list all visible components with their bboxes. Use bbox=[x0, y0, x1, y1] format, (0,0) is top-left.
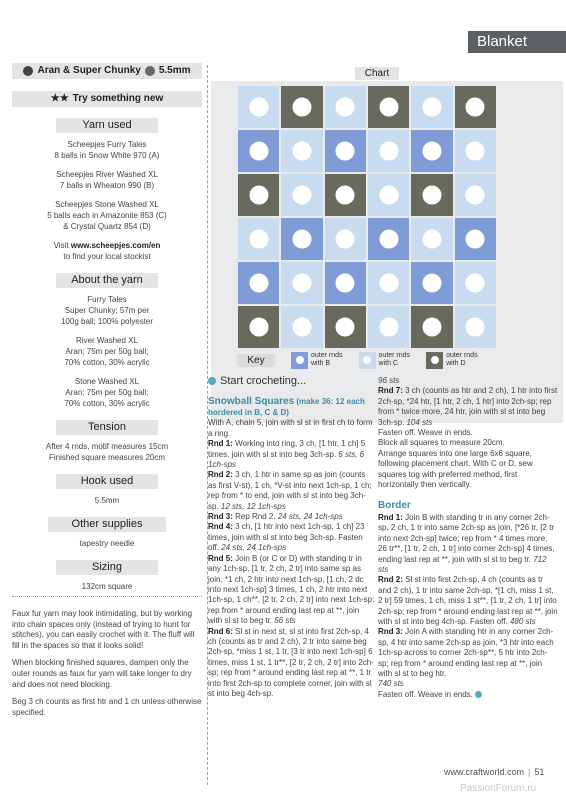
rnd-2: Rnd 2: 3 ch, 1 htr in same sp as join (counts as first V-st), 1 ch, *V-st into next 1ch-sp, 1 ch; rep from * to end, join with sl st into beg 3ch-sp. 12 sts, 12 1ch-sps bbox=[208, 470, 372, 511]
hook-icon bbox=[145, 66, 155, 76]
hook-used-heading: Hook used bbox=[56, 474, 158, 489]
yarn-weight: Aran & Super Chunky bbox=[37, 65, 141, 76]
chart-square bbox=[325, 262, 366, 304]
chart-square bbox=[238, 130, 279, 172]
rnd-7: Rnd 7: 3 ch (counts as htr and 2 ch), 1 htr into first 2ch-sp, *24 htr, [1 htr, 2 ch, 1 htr] into 2ch-sp; rep from * twice more, 24 htr, join with sl st into beg 3ch-sp. 104 sts bbox=[378, 386, 558, 427]
hook-size: 5.5mm bbox=[158, 65, 191, 76]
snowball-centre bbox=[422, 318, 441, 337]
stockist-note: Visit www.scheepjes.com/en to find your local stockist bbox=[53, 241, 161, 261]
yarn-spec: Furry Tales Super Chunky; 57m per 100g ball; 100% polyester bbox=[60, 295, 154, 326]
watermark: PassionForum.ru bbox=[460, 783, 537, 794]
chart-square bbox=[455, 174, 496, 216]
snowball-centre bbox=[249, 142, 268, 161]
rnd-5: Rnd 5: Join B (or C or D) with standing tr in any 1ch-sp, [1 tr, 2 ch, 2 tr] into same sp as join, *1 ch, 2 htr into next 1ch-sp, [1 ch, 2 dc into next 1ch-sp] 3 times, 1 ch, 2 htr into next 1ch-sp, 1 ch**, [2 tr, 2 ch, 2 tr] into next 1ch-sp; rep from * around ending last rep at **, join with sl st to beg tr. 56 sts bbox=[208, 553, 375, 626]
border-rnd-1: Rnd 1: Join B with standing tr in any corner 2ch-sp, 2 ch, 1 tr into same 2ch-sp as join, [*26 tr, [2 tr into next 2ch-sp] twice; rep from * 4 times more, 26 tr**, [1 tr, 2 ch, 1 tr] into corner 2ch-sp] 4 times, ending last rep at **, join with sl st to beg tr. 712 sts bbox=[378, 512, 555, 574]
snowball-centre bbox=[379, 274, 398, 293]
chart-square bbox=[325, 86, 366, 128]
notes bbox=[12, 609, 202, 718]
yarn-ball-icon bbox=[23, 66, 33, 76]
chart-panel bbox=[211, 81, 563, 423]
yarn-spec: River Washed XL Aran; 75m per 50g ball; 70% cotton, 30% acrylic bbox=[64, 336, 150, 367]
chart-square bbox=[281, 130, 322, 172]
key-swatch bbox=[359, 352, 376, 369]
chart-key bbox=[237, 351, 499, 369]
snowball-centre bbox=[292, 142, 311, 161]
yarn-item: Scheepjes River Washed XL 7 balls in Wheaton 990 (B) bbox=[56, 170, 158, 190]
snowball-centre bbox=[379, 318, 398, 337]
bullet-dot-icon bbox=[208, 377, 216, 385]
finishing-step: Block all squares to measure 20cm. bbox=[378, 438, 505, 448]
hook-used-value: 5.5mm bbox=[94, 496, 120, 505]
sizing-heading: Sizing bbox=[56, 560, 158, 575]
yarn-item: Scheepjes Furry Tales 8 balls in Snow White 970 (A) bbox=[54, 140, 160, 160]
chart-square bbox=[238, 262, 279, 304]
snowball-centre bbox=[249, 186, 268, 205]
chart-square bbox=[238, 218, 279, 260]
chart-square bbox=[368, 86, 409, 128]
key-label: Key bbox=[237, 354, 275, 367]
snowball-centre bbox=[379, 186, 398, 205]
snowball-centre bbox=[336, 186, 355, 205]
chart-square bbox=[411, 218, 452, 260]
chart-square bbox=[368, 174, 409, 216]
snowball-centre bbox=[249, 274, 268, 293]
chart-square bbox=[325, 130, 366, 172]
snowball-heading: Snowball Squares (make 36: 12 each bordered in B, C & D) bbox=[208, 396, 365, 418]
chart-label: Chart bbox=[355, 67, 399, 80]
sizing-value: 132cm square bbox=[81, 582, 133, 591]
border-rnd-3: Rnd 3: Join A with standing htr in any corner 2ch-sp, 4 htr into same 2ch-sp as join, *3 htr into each 1ch-sp across to corner 2ch-sp**, 5 htr into 2ch-sp; rep from * around ending last rep at **, join with sl st to beg htr. bbox=[378, 627, 554, 678]
stockist-link[interactable]: www.scheepjes.com/en bbox=[70, 241, 161, 250]
snowball-centre bbox=[466, 230, 485, 249]
snowball-centre bbox=[379, 142, 398, 161]
chart-square bbox=[411, 130, 452, 172]
snowball-intro: With A, chain 5, join with sl st in first ch to form a ring. bbox=[208, 418, 373, 438]
chart-square bbox=[368, 218, 409, 260]
level-bar bbox=[12, 91, 202, 107]
chart-square bbox=[238, 174, 279, 216]
chart-square bbox=[411, 306, 452, 348]
snowball-centre bbox=[422, 186, 441, 205]
border-rnd-2: Rnd 2: Sl st into first 2ch-sp, 4 ch (counts as tr and 2 ch), 1 tr into same 2ch-sp, *[1 ch, miss 1 st, 2 tr] 59 times, 1 ch, miss 1 st**, [1 tr, 2 ch, 1 tr] into 2ch-sp; rep from * around ending last rep at **, join with sl st into beg 4ch-sp. Fasten off. 480 sts bbox=[378, 575, 558, 626]
snowball-centre bbox=[466, 142, 485, 161]
chart-square bbox=[281, 218, 322, 260]
snowball-centre bbox=[249, 230, 268, 249]
snowball-centre bbox=[466, 274, 485, 293]
page-title: Blanket bbox=[468, 31, 566, 53]
footer-site[interactable]: www.craftworld.com bbox=[444, 767, 525, 777]
other-supplies-heading: Other supplies bbox=[48, 517, 166, 532]
snowball-centre bbox=[292, 318, 311, 337]
snowball-centre bbox=[336, 98, 355, 117]
key-item: outer rnds with B bbox=[291, 352, 343, 369]
yarn-used-heading: Yarn used bbox=[56, 118, 158, 133]
rnd-6: Rnd 6: Sl st in next st, sl st into first 2ch-sp, 4 ch (counts as tr and 2 ch), 2 tr into same beg 2ch-sp, *miss 1 st, 1 tr, [3 tr into next 1ch-sp] 6 times, miss 1 st, 1 tr**, [2 tr, 2 ch, 2 tr] into 2ch-sp; rep from * around ending last rep at **, 1 tr into first 2ch-sp to complete corner, join with sl st into beg 4ch-sp. bbox=[208, 626, 374, 698]
about-yarn-heading: About the yarn bbox=[56, 273, 158, 288]
snowball-centre bbox=[336, 274, 355, 293]
tension-heading: Tension bbox=[56, 420, 158, 435]
snowball-centre bbox=[422, 98, 441, 117]
yarn-item: Scheepjes Stone Washed XL 5 balls each in Amazonite 853 (C) & Crystal Quartz 854 (D) bbox=[47, 200, 167, 231]
note-paragraph: When blocking finished squares, dampen only the outer rounds as faux fur yarn will take longer to dry and does not need blocking. bbox=[12, 658, 192, 689]
snowball-centre bbox=[292, 98, 311, 117]
chart-square bbox=[411, 86, 452, 128]
snowball-centre bbox=[336, 230, 355, 249]
key-item: outer rnds with D bbox=[426, 352, 478, 369]
end-mark-icon bbox=[475, 691, 482, 698]
chart-square bbox=[368, 262, 409, 304]
instructions-col-2 bbox=[378, 376, 558, 700]
meta-bar bbox=[12, 63, 202, 79]
finishing-step: Arrange squares into one large 6x6 square, following placement chart. With C or D, sew squares tog with preferred method, first horizontally then vertically. bbox=[378, 448, 533, 490]
chart-square bbox=[368, 306, 409, 348]
border-final: Fasten off. Weave in ends. bbox=[378, 690, 558, 700]
difficulty-label: Try something new bbox=[72, 93, 164, 104]
snowball-centre bbox=[379, 230, 398, 249]
chart-square bbox=[455, 218, 496, 260]
chart-square bbox=[281, 86, 322, 128]
instructions-col-1 bbox=[208, 376, 375, 699]
border-heading: Border bbox=[378, 500, 411, 512]
chart-square bbox=[281, 262, 322, 304]
chart-square bbox=[368, 130, 409, 172]
note-paragraph: Beg 3 ch counts as first htr and 1 ch unless otherwise specified. bbox=[12, 697, 202, 717]
finishing-step: Fasten off. Weave in ends. bbox=[378, 428, 473, 438]
divider bbox=[12, 596, 202, 597]
snowball-centre bbox=[292, 186, 311, 205]
page-number: 51 bbox=[534, 767, 545, 777]
snowball-centre bbox=[249, 98, 268, 117]
chart-square bbox=[325, 174, 366, 216]
rnd-1: Rnd 1: Working into ring, 3 ch, [1 htr, 1 ch] 5 times, join with sl st into beg 3ch-sp. 6 sts, 6 1ch-sps bbox=[208, 439, 366, 470]
rnd-3: Rnd 3: Rep Rnd 2. 24 sts, 24 1ch-sps bbox=[208, 512, 343, 522]
chart-square bbox=[281, 174, 322, 216]
snowball-centre bbox=[466, 318, 485, 337]
key-swatch bbox=[426, 352, 443, 369]
snowball-centre bbox=[336, 318, 355, 337]
key-swatch bbox=[291, 352, 308, 369]
yarn-spec: Stone Washed XL Aran; 75m per 50g ball; 70% cotton, 30% acrylic bbox=[64, 377, 150, 408]
difficulty-stars: ★★ bbox=[50, 93, 69, 104]
snowball-centre bbox=[422, 274, 441, 293]
materials-sidebar bbox=[12, 63, 202, 725]
start-heading: Start crocheting... bbox=[208, 376, 375, 386]
chart-square bbox=[325, 306, 366, 348]
chart-square bbox=[455, 130, 496, 172]
snowball-centre bbox=[379, 98, 398, 117]
chart-square bbox=[455, 262, 496, 304]
other-supplies-value: tapestry needle bbox=[79, 539, 135, 548]
snowball-centre bbox=[292, 230, 311, 249]
rnd-4: Rnd 4: 3 ch, [1 htr into next 1ch-sp, 1 ch] 23 times, join with sl st into beg 3ch-sp. Fasten off. 24 sts, 24 1ch-sps bbox=[208, 522, 365, 553]
border-rnd-3-count: 740 sts bbox=[378, 679, 404, 689]
placement-grid bbox=[238, 86, 496, 348]
snowball-centre bbox=[466, 186, 485, 205]
tension-text: After 4 rnds, motif measures 15cm Finished square measures 20cm bbox=[45, 442, 169, 462]
snowball-centre bbox=[422, 142, 441, 161]
snowball-centre bbox=[292, 274, 311, 293]
chart-square bbox=[281, 306, 322, 348]
rnd-6-count: 96 sts bbox=[378, 376, 400, 385]
chart-square bbox=[325, 218, 366, 260]
snowball-centre bbox=[466, 98, 485, 117]
note-paragraph: Faux fur yarn may look intimidating, but by working into chain spaces only (instead of trying to hunt for stitches), you can easily crochet with it. The fluff will fill in the spaces so that it looks solid! bbox=[12, 609, 195, 650]
chart-square bbox=[238, 86, 279, 128]
chart-square bbox=[238, 306, 279, 348]
snowball-centre bbox=[336, 142, 355, 161]
snowball-centre bbox=[249, 318, 268, 337]
page-footer: www.craftworld.com | 51 bbox=[444, 767, 545, 777]
chart-square bbox=[411, 262, 452, 304]
chart-square bbox=[455, 86, 496, 128]
chart-square bbox=[411, 174, 452, 216]
chart-square bbox=[455, 306, 496, 348]
key-item: outer rnds with C bbox=[359, 352, 411, 369]
snowball-centre bbox=[422, 230, 441, 249]
